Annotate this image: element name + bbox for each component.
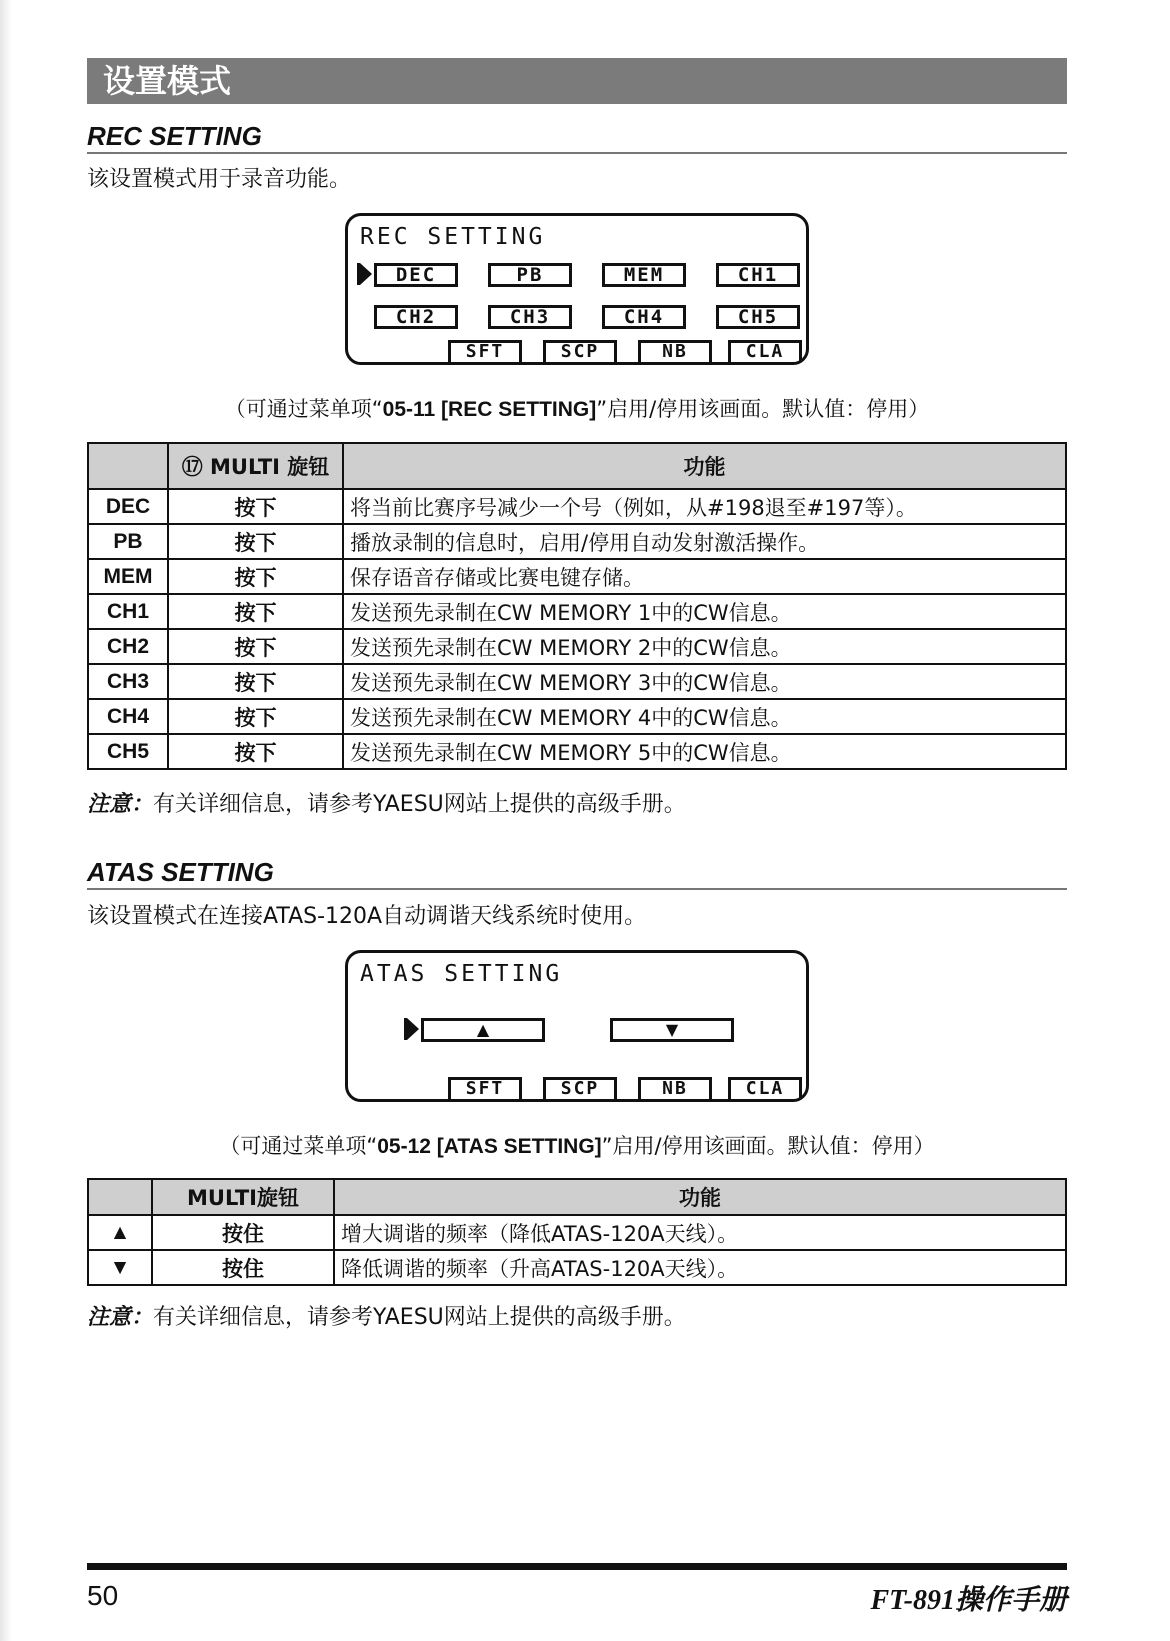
table-cell-function: 发送预先录制在CW MEMORY 3中的CW信息。	[343, 664, 1066, 699]
lcd-key-ch5: CH5	[716, 305, 800, 329]
table-cell-key: ▼	[88, 1250, 152, 1285]
lcd-key-ch2: CH2	[374, 305, 458, 329]
table-cell-action: 按下	[168, 524, 343, 559]
lcd-softkey-nb: NB	[638, 1077, 712, 1099]
lcd-key-ch1: CH1	[716, 263, 800, 287]
note-label: 注意：	[87, 1305, 154, 1330]
table-header-row	[88, 1179, 1066, 1215]
atas-caption: （可通过菜单项“05-12 [ATAS SETTING]”启用/停用该画面。默认值：停用）	[219, 1134, 935, 1158]
table-cell-action: 按下	[168, 489, 343, 524]
lcd-softkey-sft: SFT	[448, 340, 522, 362]
lcd-softkey-scp: SCP	[543, 340, 617, 362]
table-cell-key: PB	[88, 524, 168, 559]
table-row	[88, 524, 1066, 559]
lcd-tune-down: ▼	[610, 1018, 734, 1042]
table-cell-key: MEM	[88, 559, 168, 594]
table-cell-action: 按住	[152, 1215, 334, 1250]
table-cell-function: 降低调谐的频率（升高ATAS-120A天线）。	[334, 1250, 1066, 1285]
atas-lcd-display	[345, 950, 809, 1102]
table-row	[88, 1215, 1066, 1250]
lcd-softkey-scp: SCP	[543, 1077, 617, 1099]
table-cell-action: 按下	[168, 594, 343, 629]
rec-function-table	[87, 442, 1067, 770]
table-header-row	[88, 443, 1066, 489]
rec-section-intro: 该设置模式用于录音功能。	[87, 167, 352, 192]
table-cell-action: 按住	[152, 1250, 334, 1285]
table-cell-key: CH3	[88, 664, 168, 699]
lcd-softkey-sft: SFT	[448, 1077, 522, 1099]
lcd-softkey-nb: NB	[638, 340, 712, 362]
lcd-key-pb: PB	[488, 263, 572, 287]
table-header-knob: MULTI旋钮	[152, 1179, 334, 1215]
rec-section-title: REC SETTING	[87, 120, 1067, 154]
table-cell-function: 增大调谐的频率（降低ATAS-120A天线）。	[334, 1215, 1066, 1250]
rec-lcd-display	[345, 213, 809, 365]
table-cell-function: 发送预先录制在CW MEMORY 4中的CW信息。	[343, 699, 1066, 734]
manual-name: FT-891操作手册	[870, 1585, 1067, 1616]
page-title: 设置模式	[87, 58, 1067, 104]
lcd-key-mem: MEM	[602, 263, 686, 287]
page-number: 50	[87, 1580, 119, 1611]
table-cell-key: CH4	[88, 699, 168, 734]
atas-note	[87, 1303, 686, 1333]
table-cell-key: CH2	[88, 629, 168, 664]
table-header-function: 功能	[343, 443, 1066, 489]
note-label: 注意：	[87, 792, 154, 817]
lcd-key-dec: DEC	[374, 263, 458, 287]
table-cell-key: CH5	[88, 734, 168, 769]
table-header-function: 功能	[334, 1179, 1066, 1215]
table-row	[88, 699, 1066, 734]
table-header-key	[88, 1179, 152, 1215]
table-header-key	[88, 443, 168, 489]
atas-section-intro: 该设置模式在连接ATAS-120A自动调谐天线系统时使用。	[87, 904, 647, 929]
lcd-softkey-cla: CLA	[728, 340, 802, 362]
table-row	[88, 559, 1066, 594]
table-cell-function: 将当前比赛序号减少一个号（例如，从#198退至#197等）。	[343, 489, 1066, 524]
table-row	[88, 629, 1066, 664]
table-row	[88, 489, 1066, 524]
note-text: 有关详细信息，请参考YAESU网站上提供的高级手册。	[153, 1305, 686, 1330]
table-cell-function: 发送预先录制在CW MEMORY 1中的CW信息。	[343, 594, 1066, 629]
table-cell-key: DEC	[88, 489, 168, 524]
selection-cursor-icon	[360, 263, 372, 285]
lcd-key-ch4: CH4	[602, 305, 686, 329]
lcd-key-ch3: CH3	[488, 305, 572, 329]
atas-lcd-title: ATAS SETTING	[360, 961, 563, 987]
rec-caption: （可通过菜单项“05-11 [REC SETTING]”启用/停用该画面。默认值：停用）	[224, 397, 930, 421]
table-cell-key: ▲	[88, 1215, 152, 1250]
table-row	[88, 1250, 1066, 1285]
atas-section-title: ATAS SETTING	[87, 856, 1067, 890]
note-text: 有关详细信息，请参考YAESU网站上提供的高级手册。	[153, 792, 686, 817]
table-cell-action: 按下	[168, 734, 343, 769]
table-header-knob: ⑰ MULTI 旋钮	[168, 443, 343, 489]
rec-note	[87, 790, 686, 820]
lcd-softkey-cla: CLA	[728, 1077, 802, 1099]
table-cell-action: 按下	[168, 699, 343, 734]
table-cell-function: 播放录制的信息时，启用/停用自动发射激活操作。	[343, 524, 1066, 559]
table-cell-action: 按下	[168, 559, 343, 594]
table-row	[88, 594, 1066, 629]
selection-cursor-icon	[407, 1018, 419, 1040]
table-cell-function: 发送预先录制在CW MEMORY 2中的CW信息。	[343, 629, 1066, 664]
table-row	[88, 734, 1066, 769]
atas-function-table	[87, 1178, 1067, 1286]
rec-lcd-title: REC SETTING	[360, 224, 546, 250]
table-cell-function: 保存语音存储或比赛电键存储。	[343, 559, 1066, 594]
footer-rule	[87, 1563, 1067, 1570]
table-cell-key: CH1	[88, 594, 168, 629]
lcd-tune-up: ▲	[421, 1018, 545, 1042]
table-cell-function: 发送预先录制在CW MEMORY 5中的CW信息。	[343, 734, 1066, 769]
table-row	[88, 664, 1066, 699]
table-cell-action: 按下	[168, 664, 343, 699]
table-cell-action: 按下	[168, 629, 343, 664]
